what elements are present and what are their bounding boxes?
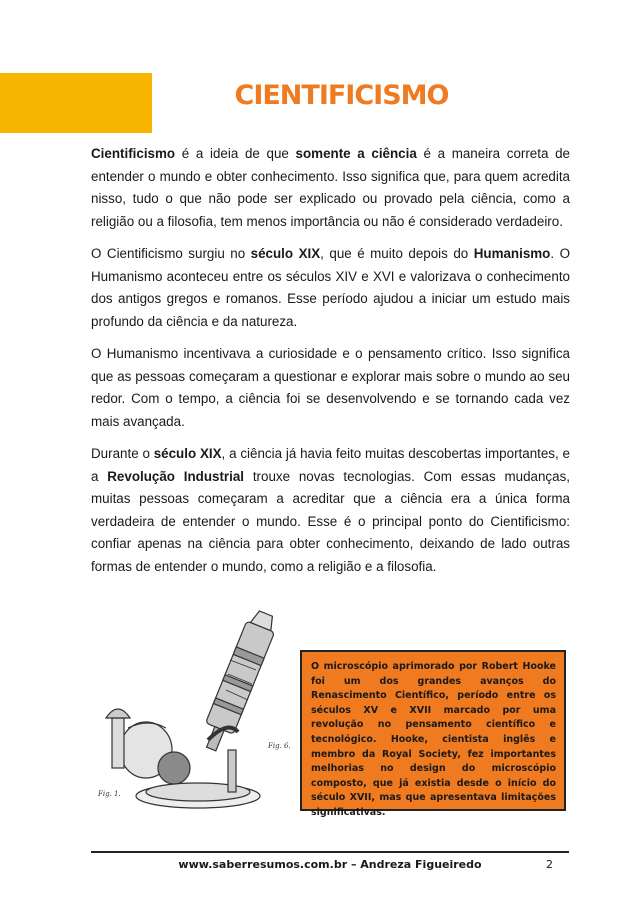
paragraph [91, 243, 570, 333]
text-run: é a ideia de que [175, 146, 296, 161]
figure-caption-box [300, 650, 566, 818]
text-run: trouxe novas tecnologias. Com essas mudanças, muitas pessoas começaram a acreditar que a ciência era a única forma verdadeira de entender o mundo. Esse é o principal ponto do Cientificismo: confiar apenas na ciência para obter conhecimento, deixando de lado outras formas de entender o mundo, como a religião e a filosofia. [91, 468, 570, 574]
bold-term: Cientificismo [91, 146, 176, 161]
text-run: . O Humanismo aconteceu entre os séculos XIV e XVI e valorizava o conhecimento dos antigos gregos e romanos. Esse período ajudou a iniciar um estudo mais profundo da ciência e da natureza. [91, 246, 570, 329]
figure-label-left: Fig. 1. [98, 790, 121, 798]
footer-divider [91, 851, 569, 853]
bold-term: século XIX [153, 446, 222, 461]
footer-credit: www.saberresumos.com.br – Andreza Figueiredo [178, 858, 482, 871]
text-run: Durante o [91, 446, 154, 461]
bold-term: Revolução Industrial [107, 468, 245, 484]
text-run: , que é muito depois do [320, 246, 474, 261]
text-run: é a maneira correta de entender o mundo e obter conhecimento. Isso significa que, para quem acredita nisso, tudo o que não pode ser explicado ou provado pela ciência, como a religião ou a filosofia, tem menos importância ou não é considerado verdadeiro. [91, 146, 570, 229]
figure-label-right: Fig. 6. [268, 742, 291, 750]
microscope-figure [88, 600, 298, 815]
bold-term: século XIX [250, 246, 321, 261]
bold-term: somente a ciência [295, 146, 417, 161]
paragraph [91, 143, 570, 233]
text-run: O Humanismo incentivava a curiosidade e o pensamento crítico. Isso significa que as pessoas começaram a questionar e explorar mais sobre o mundo ao seu redor. Com o tempo, a ciência foi se desenvolvendo e se tornando cada vez mais avançada. [91, 346, 570, 429]
bold-term: Humanismo [473, 246, 551, 261]
paragraph [91, 343, 570, 433]
paragraph [91, 443, 570, 578]
text-run: O Cientificismo surgiu no [91, 246, 251, 261]
figure-caption: O microscópio aprimorado por Robert Hooke foi um dos grandes avanços do Renascimento Científico, período entre os séculos XV e XVII marcado por uma revolução no pensamento científico e tecnológico. Hooke, cientista inglês e membro da Royal Society, fez importantes melhorias no design do microscópio composto, que já existia desde o início do século XVII, mas que apresentava limitações significativas. [311, 661, 556, 818]
page-number: 2 [546, 858, 553, 871]
page-title: CIENTIFICISMO [234, 80, 449, 111]
microscope-illustration-icon [88, 600, 298, 815]
text-run: , a ciência já havia feito muitas descobertas importantes, e a [91, 446, 570, 484]
body-text [91, 143, 570, 588]
